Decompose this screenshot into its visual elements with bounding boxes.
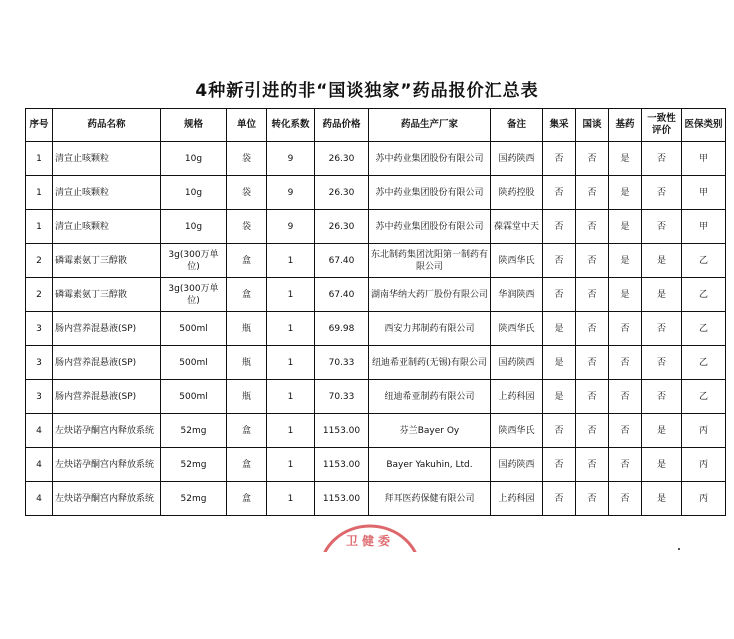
table-cell: 否 [609, 346, 642, 380]
table-cell: 乙 [682, 312, 726, 346]
table-cell: 4 [26, 414, 53, 448]
table-cell: 10g [161, 176, 227, 210]
table-cell: 湖南华纳大药厂股份有限公司 [369, 278, 491, 312]
table-cell: 1153.00 [315, 482, 369, 516]
table-cell: 26.30 [315, 210, 369, 244]
table-cell: 东北制药集团沈阳第一制药有限公司 [369, 244, 491, 278]
table-cell: 1 [26, 210, 53, 244]
column-header: 一致性评价 [642, 109, 682, 142]
table-cell: 52mg [161, 414, 227, 448]
column-header: 集采 [543, 109, 576, 142]
table-cell: 肠内营养混悬液(SP) [53, 346, 161, 380]
table-cell: 纽迪希亚制药(无锡)有限公司 [369, 346, 491, 380]
table-cell: 是 [642, 482, 682, 516]
table-cell: 1 [267, 448, 315, 482]
table-cell: 国药陕西 [491, 142, 543, 176]
table-cell: 4 [26, 482, 53, 516]
table-cell: 500ml [161, 312, 227, 346]
table-cell: 甲 [682, 176, 726, 210]
table-cell: 3 [26, 380, 53, 414]
table-cell: 甲 [682, 142, 726, 176]
table-row [26, 176, 726, 210]
table-cell: 苏中药业集团股份有限公司 [369, 142, 491, 176]
table-cell: 否 [576, 244, 609, 278]
table-cell: 否 [609, 482, 642, 516]
table-cell: 1 [267, 482, 315, 516]
table-cell: 否 [543, 142, 576, 176]
table-cell: 否 [543, 448, 576, 482]
table-cell: 肠内营养混悬液(SP) [53, 380, 161, 414]
table-cell: 否 [576, 380, 609, 414]
price-table [25, 108, 726, 516]
table-cell: 26.30 [315, 176, 369, 210]
table-cell: 清宣止咳颗粒 [53, 142, 161, 176]
table-cell: 1153.00 [315, 414, 369, 448]
table-cell: 纽迪希亚制药有限公司 [369, 380, 491, 414]
table-cell: 左炔诺孕酮宫内释放系统 [53, 482, 161, 516]
table-cell: 3g(300万单位) [161, 278, 227, 312]
table-cell: 是 [642, 278, 682, 312]
table-cell: 磷霉素氨丁三醇散 [53, 244, 161, 278]
table-cell: 盒 [227, 414, 267, 448]
table-cell: 67.40 [315, 278, 369, 312]
table-cell: 26.30 [315, 142, 369, 176]
table-cell: 拜耳医药保健有限公司 [369, 482, 491, 516]
table-cell: 袋 [227, 142, 267, 176]
table-cell: 9 [267, 142, 315, 176]
column-header: 药品价格 [315, 109, 369, 142]
column-header: 药品名称 [53, 109, 161, 142]
table-cell: 1 [267, 414, 315, 448]
table-cell: 否 [576, 278, 609, 312]
table-cell: 左炔诺孕酮宫内释放系统 [53, 448, 161, 482]
table-cell: 是 [609, 176, 642, 210]
table-cell: 陕药控股 [491, 176, 543, 210]
table-cell: 芬兰Bayer Oy [369, 414, 491, 448]
table-cell: 52mg [161, 482, 227, 516]
table-cell: 是 [642, 414, 682, 448]
table-cell: 是 [609, 244, 642, 278]
table-cell: 上药科园 [491, 380, 543, 414]
table-cell: 1153.00 [315, 448, 369, 482]
table-row [26, 142, 726, 176]
table-cell: 瓶 [227, 346, 267, 380]
table-cell: 69.98 [315, 312, 369, 346]
table-cell: 是 [609, 210, 642, 244]
table-cell: 10g [161, 142, 227, 176]
table-cell: 3 [26, 312, 53, 346]
table-cell: 国药陕西 [491, 346, 543, 380]
column-header: 单位 [227, 109, 267, 142]
column-header: 药品生产厂家 [369, 109, 491, 142]
table-cell: 否 [543, 176, 576, 210]
table-cell: 袋 [227, 176, 267, 210]
table-cell: 陕西华氏 [491, 244, 543, 278]
table-cell: 否 [543, 210, 576, 244]
table-cell: 是 [543, 346, 576, 380]
table-cell: 瓶 [227, 312, 267, 346]
table-cell: 否 [576, 210, 609, 244]
table-cell: 否 [543, 244, 576, 278]
table-cell: 3g(300万单位) [161, 244, 227, 278]
table-cell: 9 [267, 176, 315, 210]
table-cell: 乙 [682, 278, 726, 312]
table-cell: 70.33 [315, 380, 369, 414]
table-cell: 磷霉素氨丁三醇散 [53, 278, 161, 312]
table-cell: 否 [576, 346, 609, 380]
table-cell: 否 [642, 346, 682, 380]
column-header: 序号 [26, 109, 53, 142]
table-row [26, 346, 726, 380]
table-body [26, 142, 726, 516]
table-row [26, 380, 726, 414]
table-cell: 甲 [682, 210, 726, 244]
table-cell: 丙 [682, 414, 726, 448]
table-cell: 西安力邦制药有限公司 [369, 312, 491, 346]
table-cell: 丙 [682, 482, 726, 516]
table-cell: 否 [609, 414, 642, 448]
table-cell: 左炔诺孕酮宫内释放系统 [53, 414, 161, 448]
table-cell: 陕西华氏 [491, 312, 543, 346]
table-cell: 清宣止咳颗粒 [53, 176, 161, 210]
table-cell: 否 [576, 482, 609, 516]
table-row [26, 414, 726, 448]
table-cell: 否 [609, 380, 642, 414]
table-cell: 否 [543, 278, 576, 312]
table-cell: 1 [26, 142, 53, 176]
scan-speck [678, 548, 680, 550]
table-cell: 盒 [227, 244, 267, 278]
table-cell: 70.33 [315, 346, 369, 380]
table-cell: 陕西华氏 [491, 414, 543, 448]
table-cell: 2 [26, 244, 53, 278]
table-cell: 否 [642, 142, 682, 176]
column-header: 备注 [491, 109, 543, 142]
table-cell: 乙 [682, 346, 726, 380]
table-cell: 2 [26, 278, 53, 312]
table-cell: 否 [576, 142, 609, 176]
table-cell: 52mg [161, 448, 227, 482]
table-cell: 瓶 [227, 380, 267, 414]
table-cell: 否 [576, 176, 609, 210]
table-cell: 上药科园 [491, 482, 543, 516]
table-cell: 4 [26, 448, 53, 482]
table-cell: 苏中药业集团股份有限公司 [369, 176, 491, 210]
column-header: 规格 [161, 109, 227, 142]
table-cell: 否 [543, 414, 576, 448]
table-cell: 否 [642, 380, 682, 414]
table-cell: 是 [609, 278, 642, 312]
table-cell: 否 [609, 312, 642, 346]
table-cell: 9 [267, 210, 315, 244]
table-cell: 否 [642, 312, 682, 346]
red-seal-stamp: 卫健委 [318, 520, 422, 552]
table-cell: 1 [267, 346, 315, 380]
table-cell: 否 [576, 414, 609, 448]
table-cell: 10g [161, 210, 227, 244]
table-cell: 1 [26, 176, 53, 210]
table-cell: 是 [609, 142, 642, 176]
table-row [26, 482, 726, 516]
table-row [26, 448, 726, 482]
page-title: 4种新引进的非“国谈独家”药品报价汇总表 [195, 81, 539, 101]
table-cell: 67.40 [315, 244, 369, 278]
table-cell: 肠内营养混悬液(SP) [53, 312, 161, 346]
table-cell: 否 [576, 312, 609, 346]
table-cell: 苏中药业集团股份有限公司 [369, 210, 491, 244]
column-header: 基药 [609, 109, 642, 142]
table-cell: 国药陕西 [491, 448, 543, 482]
table-cell: 盒 [227, 278, 267, 312]
table-cell: 是 [543, 312, 576, 346]
table-cell: 1 [267, 244, 315, 278]
table-cell: 盒 [227, 448, 267, 482]
table-row [26, 244, 726, 278]
table-row [26, 312, 726, 346]
table-cell: 否 [642, 176, 682, 210]
table-cell: 是 [642, 244, 682, 278]
table-cell: 否 [576, 448, 609, 482]
table-row [26, 278, 726, 312]
table-cell: 1 [267, 380, 315, 414]
table-cell: 华润陕西 [491, 278, 543, 312]
table-cell: 1 [267, 278, 315, 312]
table-cell: 1 [267, 312, 315, 346]
table-cell: 3 [26, 346, 53, 380]
table-row [26, 210, 726, 244]
table-cell: 袋 [227, 210, 267, 244]
table-cell: 500ml [161, 380, 227, 414]
table-cell: 是 [543, 380, 576, 414]
table-cell: 是 [642, 448, 682, 482]
column-header: 医保类别 [682, 109, 726, 142]
table-cell: 乙 [682, 244, 726, 278]
table-cell: 盒 [227, 482, 267, 516]
table-cell: 否 [609, 448, 642, 482]
table-cell: 葆霖堂中天 [491, 210, 543, 244]
table-cell: 清宣止咳颗粒 [53, 210, 161, 244]
table-cell: 否 [543, 482, 576, 516]
header-row [26, 109, 726, 142]
table-cell: Bayer Yakuhin, Ltd. [369, 448, 491, 482]
table-cell: 乙 [682, 380, 726, 414]
table-cell: 丙 [682, 448, 726, 482]
table-cell: 500ml [161, 346, 227, 380]
column-header: 国谈 [576, 109, 609, 142]
table-cell: 否 [642, 210, 682, 244]
column-header: 转化系数 [267, 109, 315, 142]
